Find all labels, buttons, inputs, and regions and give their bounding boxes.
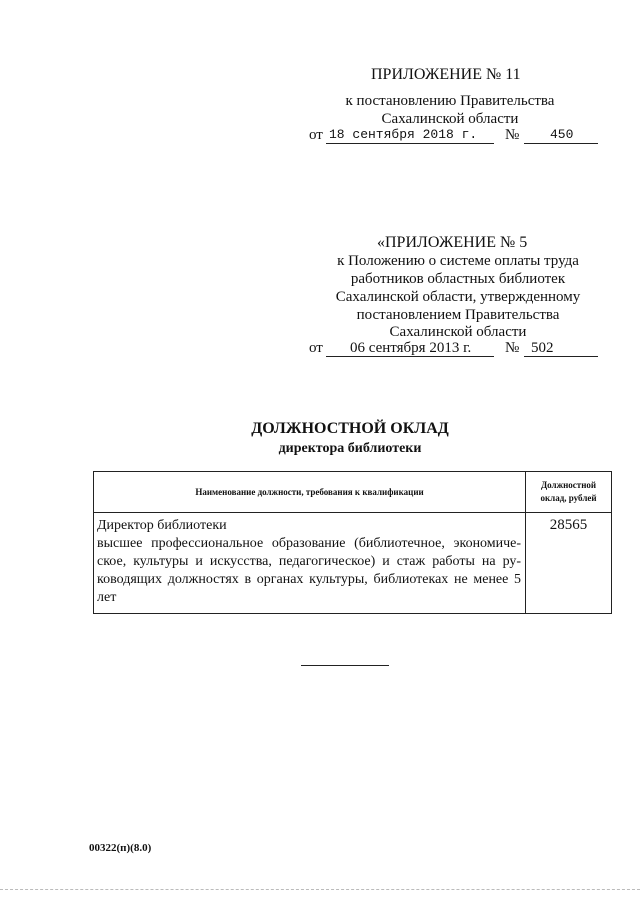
appendix11-number: 450 xyxy=(550,127,574,142)
appendix5-from-label: от xyxy=(309,340,323,356)
appendix5-number-underline xyxy=(524,356,598,357)
table-header-row xyxy=(94,472,612,513)
salary-table xyxy=(93,471,612,614)
appendix5-line-4: постановлением Правительства xyxy=(356,307,560,323)
table-row xyxy=(94,513,612,614)
appendix11-region: Сахалинской области xyxy=(381,111,519,127)
position-name: Директор библиотеки xyxy=(97,518,227,533)
col-qualification-header: Наименование должности, требования к квалификации xyxy=(94,472,526,513)
appendix11-number-label: № xyxy=(505,127,520,143)
page-subtitle: директора библиотеки xyxy=(278,441,422,456)
appendix5-title: «ПРИЛОЖЕНИЕ № 5 xyxy=(377,234,528,251)
col-salary-header-line2: оклад, рублей xyxy=(540,493,597,503)
appendix5-number: 502 xyxy=(531,340,554,356)
col-salary-header xyxy=(526,472,612,513)
qualification-cell xyxy=(94,513,526,614)
appendix5-number-label: № xyxy=(505,340,520,356)
appendix11-from-label: от xyxy=(309,127,323,143)
scan-edge-line xyxy=(0,889,640,890)
appendix11-date-underline xyxy=(326,143,494,144)
closing-rule xyxy=(301,665,389,666)
appendix5-line-1: к Положению о системе оплаты труда xyxy=(337,253,579,269)
appendix5-line-2: работников областных библиотек xyxy=(350,271,566,287)
appendix11-resolution: к постановлению Правительства xyxy=(345,93,555,109)
appendix11-title: ПРИЛОЖЕНИЕ № 11 xyxy=(371,66,521,83)
salary-cell: 28565 xyxy=(526,513,612,614)
col-salary-header-line1: Должностной xyxy=(540,480,597,490)
appendix5-line-3: Сахалинской области, утвержденному xyxy=(335,289,581,305)
position-requirements: высшее профессиональное образование (библиотечное, экономиче-ское, культуры и искусства, педагогическое) и стаж работы на ру-ководящих должностях в органах культуры, библиотеках не менее 5 лет xyxy=(97,536,522,605)
appendix5-line-5: Сахалинской области xyxy=(389,324,527,340)
appendix5-date-underline xyxy=(326,356,494,357)
appendix5-date: 06 сентября 2013 г. xyxy=(350,340,472,356)
appendix11-date: 18 сентября 2018 г. xyxy=(329,127,478,142)
appendix11-number-underline xyxy=(524,143,598,144)
document-code: 00322(п)(8.0) xyxy=(89,842,152,854)
page-title: ДОЛЖНОСТНОЙ ОКЛАД xyxy=(251,420,449,437)
